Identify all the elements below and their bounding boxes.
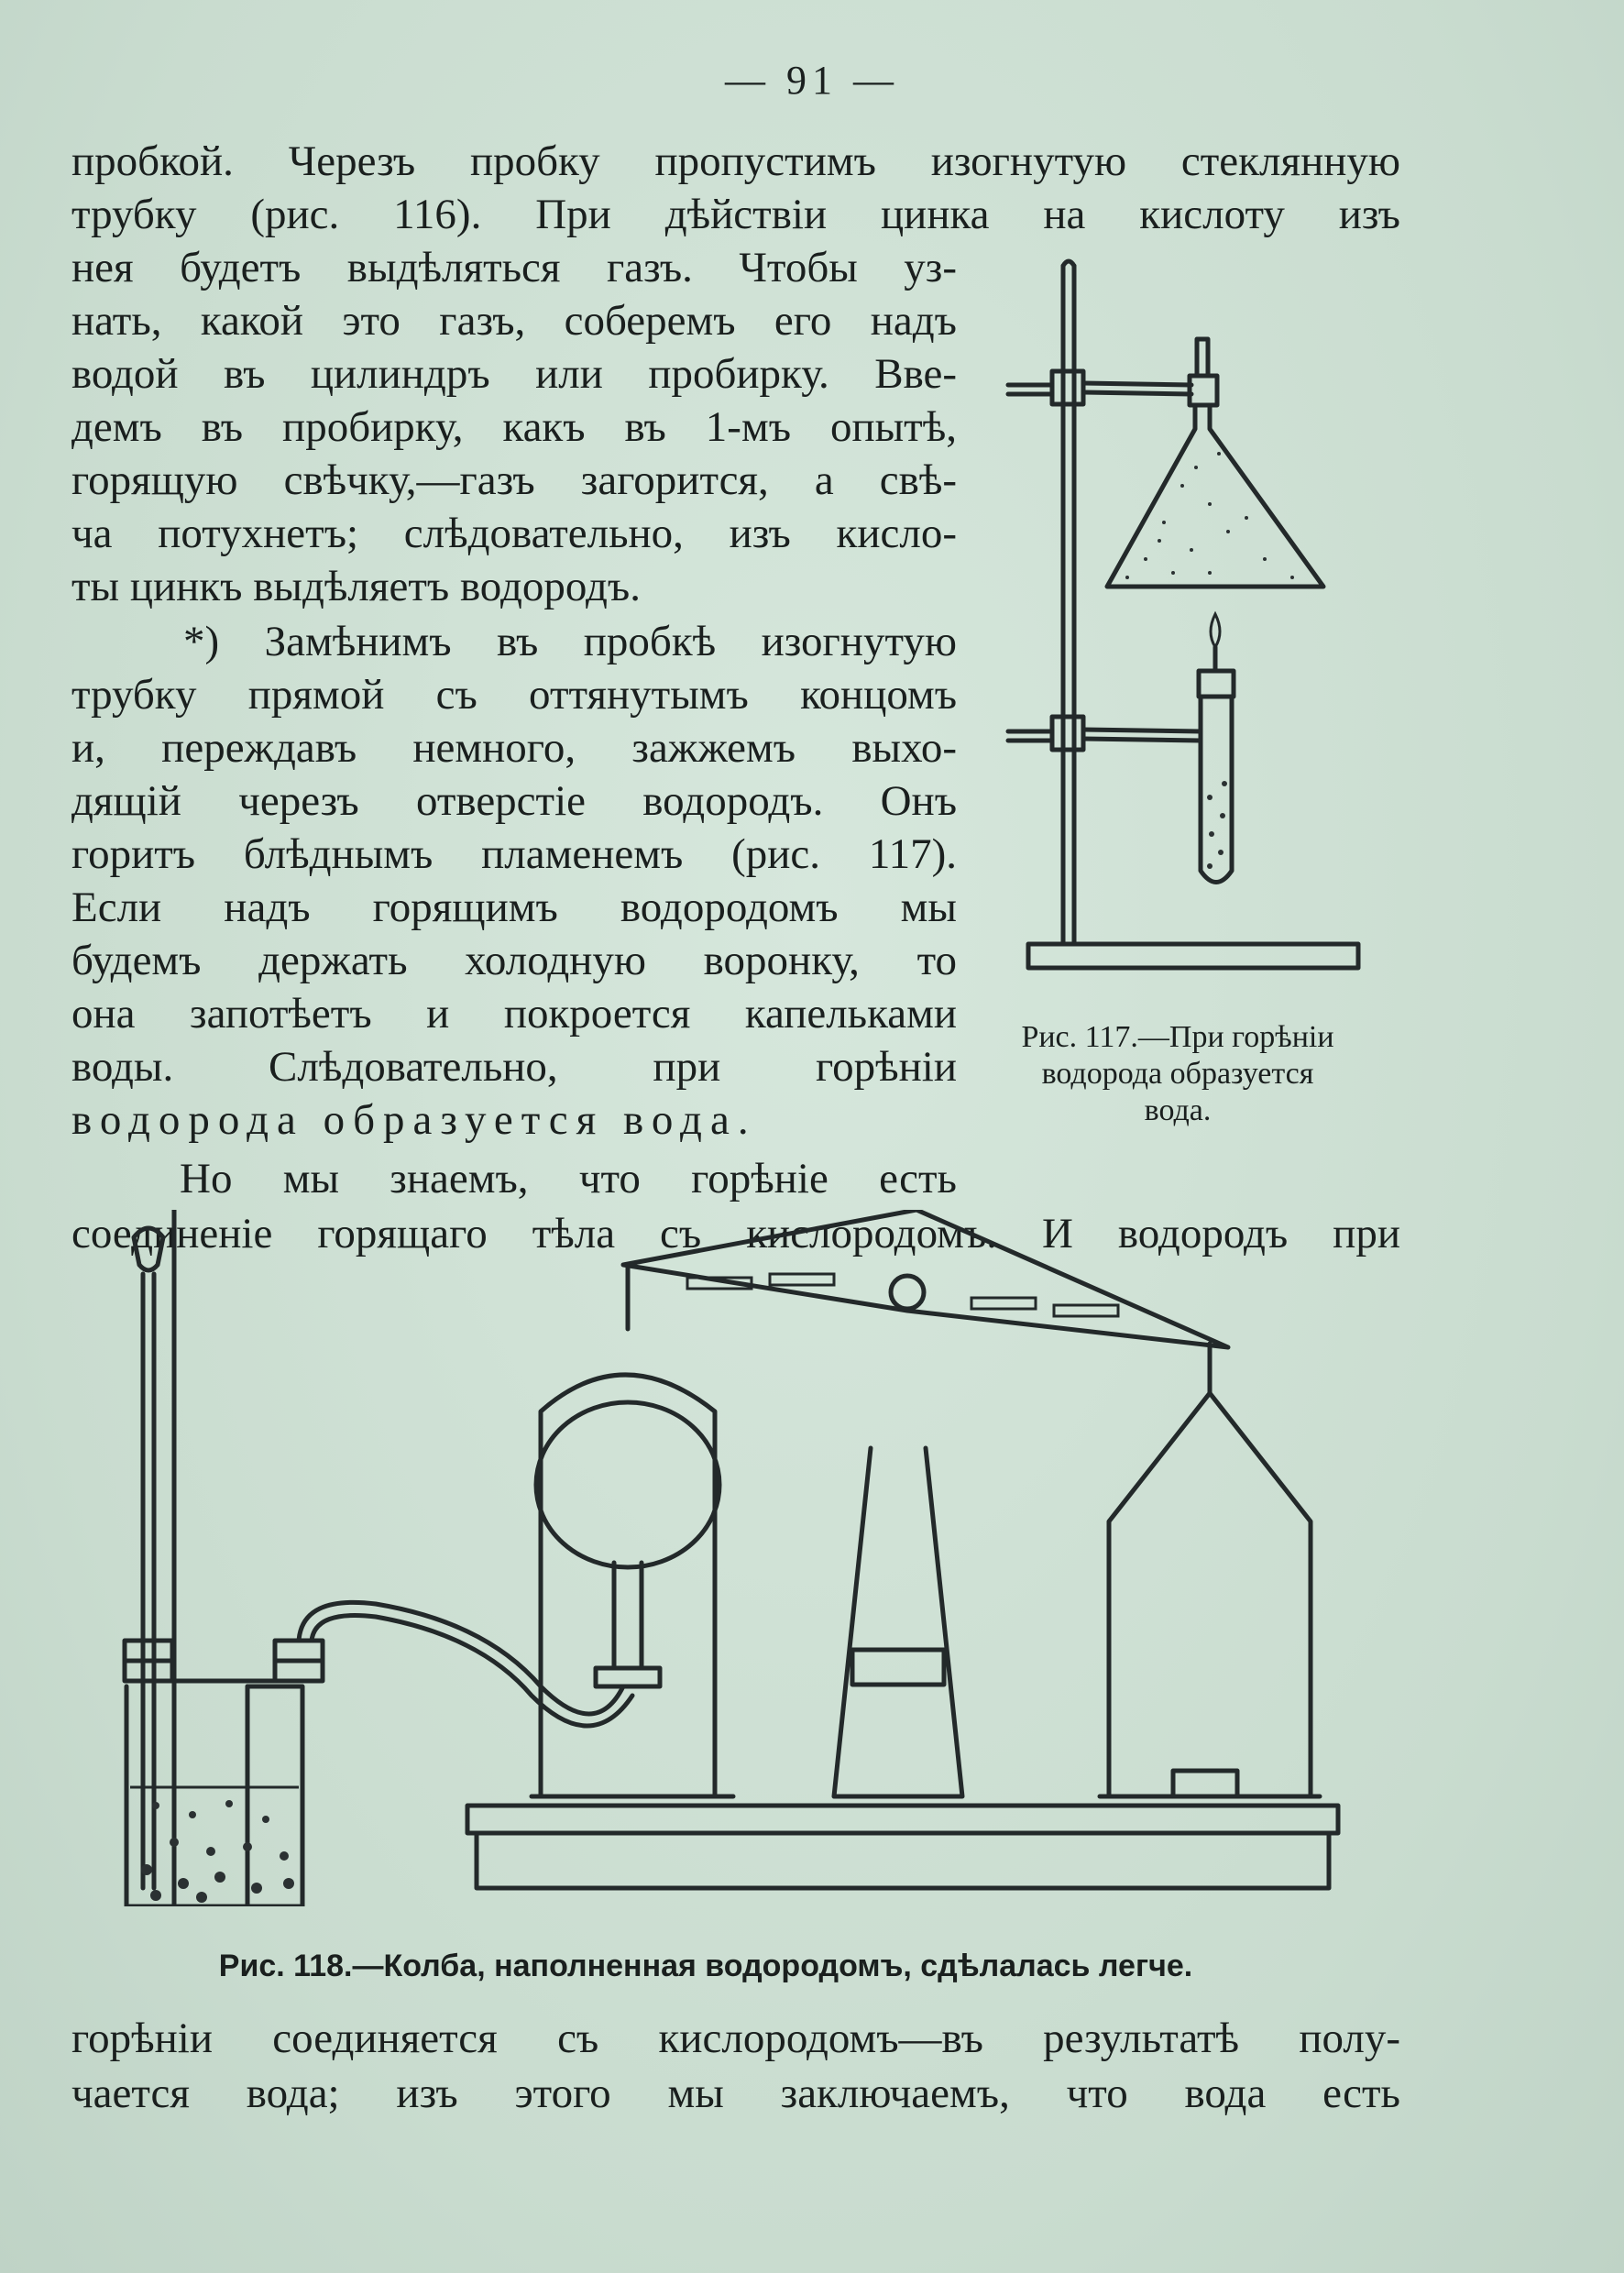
text-line: ча потухнетъ; слѣдовательно, изъ кисло- (71, 510, 957, 557)
text-line: нать, какой это газъ, соберемъ его надъ (71, 297, 957, 345)
text-line: трубку (рис. 116). При дѣйствіи цинка на кислоту изъ (71, 191, 1400, 238)
text-line: и, переждавъ немного, зажжемъ выхо- (71, 724, 957, 772)
page-number: — 91 — (725, 58, 899, 103)
text-line: нея будетъ выдѣляться газъ. Чтобы уз- (71, 244, 957, 291)
text-line: ты цинкъ выдѣляетъ водородъ. (71, 563, 641, 610)
text-line: водорода образуется вода. (71, 1096, 757, 1144)
figure-118-caption: Рис. 118.—Колба, наполненная водородомъ, сдѣлалась легче. (218, 1949, 1193, 1983)
text-line: чается вода; изъ этого мы заключаемъ, что вода есть (71, 2070, 1400, 2117)
text-line: дящій черезъ отверстіе водородъ. Онъ (71, 777, 957, 825)
figure-118-illustration (101, 1210, 1384, 1906)
figure-117-caption (962, 1019, 1393, 1129)
text-line: демъ въ пробирку, какъ въ 1-мъ опытѣ, (71, 403, 957, 451)
text-line: *) Замѣнимъ въ пробкѣ изогнутую (183, 618, 957, 665)
text-line: Если надъ горящимъ водородомъ мы (71, 884, 957, 931)
caption-line: вода. (1144, 1093, 1212, 1127)
caption-line: водорода образуется (1041, 1057, 1314, 1091)
text-line: водой въ цилиндръ или пробирку. Вве- (71, 350, 957, 398)
text-line: горящую свѣчку,—газъ загорится, а свѣ- (71, 456, 957, 504)
text-line: будемъ держать холодную воронку, то (71, 937, 957, 984)
caption-line: Рис. 117.—При горѣніи (1021, 1020, 1334, 1054)
text-line: трубку прямой съ оттянутымъ концомъ (71, 671, 957, 719)
text-line: соединеніе горящаго тѣла съ кислородомъ. И водородъ при (71, 1210, 1400, 1257)
text-line: она запотѣетъ и покроется капельками (71, 990, 957, 1038)
text-line: воды. Слѣдовательно, при горѣніи (71, 1043, 957, 1091)
text-line: горѣніи соединяется съ кислородомъ—въ результатѣ полу- (71, 2015, 1400, 2062)
text-line: горитъ блѣднымъ пламенемъ (рис. 117). (71, 830, 957, 878)
text-line: пробкой. Черезъ пробку пропустимъ изогнутую стеклянную (71, 137, 1400, 185)
figure-117-illustration (999, 247, 1384, 981)
text-line: Но мы знаемъ, что горѣніе есть (180, 1155, 957, 1202)
